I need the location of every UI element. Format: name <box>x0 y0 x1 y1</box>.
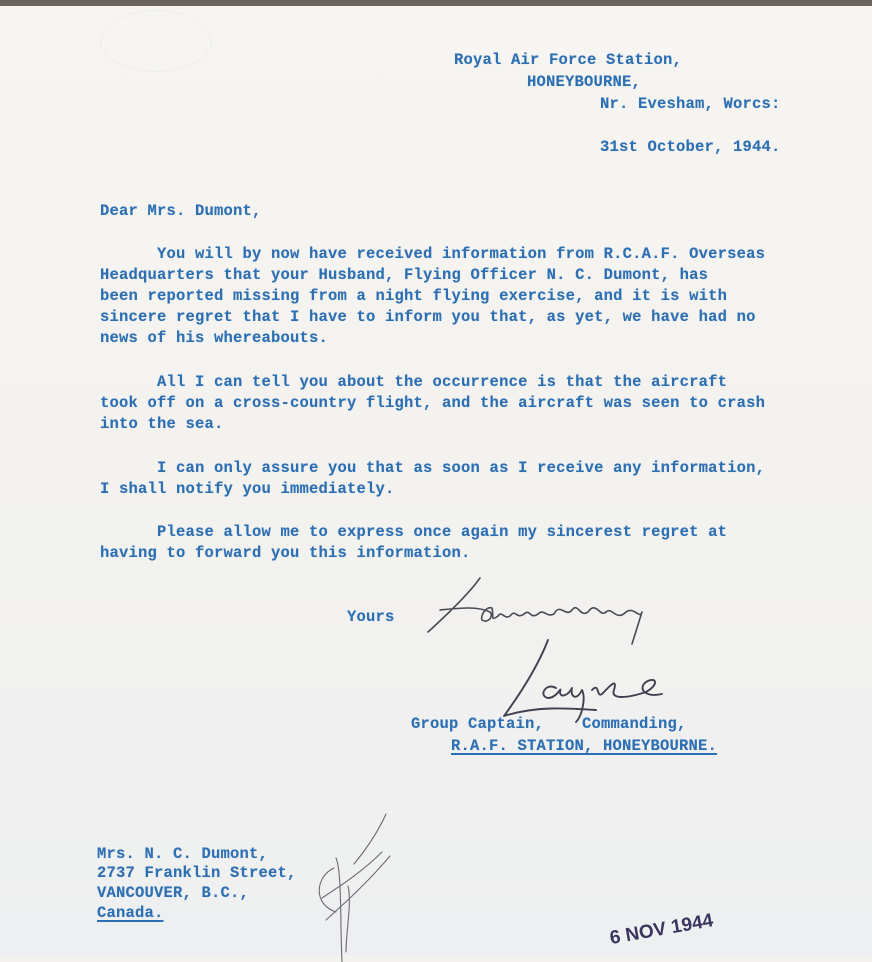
letterhead-line-3: Nr. Evesham, Worcs: <box>600 95 781 113</box>
embossed-seal <box>100 10 212 72</box>
signatory-title: Group Captain, Commanding, <box>411 715 687 733</box>
paragraph-line: I can only assure you that as soon as I receive any information, <box>100 459 766 477</box>
paragraph-line: Headquarters that your Husband, Flying Officer N. C. Dumont, has <box>100 266 709 284</box>
recipient-street: 2737 Franklin Street, <box>97 864 297 882</box>
paragraph-line: news of his whereabouts. <box>100 329 329 347</box>
paragraph-line: been reported missing from a night flying exercise, and it is with <box>100 287 728 305</box>
recipient-city: VANCOUVER, B.C., <box>97 884 250 902</box>
pencil-initials-mark <box>306 812 396 962</box>
signatory-unit: R.A.F. STATION, HONEYBOURNE. <box>451 737 718 755</box>
paragraph-line: having to forward you this information. <box>100 544 471 562</box>
paragraph-line: I shall notify you immediately. <box>100 480 395 498</box>
salutation: Dear Mrs. Dumont, <box>100 202 262 220</box>
paragraph-line: You will by now have received information from R.C.A.F. Overseas <box>100 245 766 263</box>
handwritten-sincerely <box>420 572 660 642</box>
letterhead-line-2: HONEYBOURNE, <box>527 73 642 91</box>
paragraph-line: sincere regret that I have to inform you that, as yet, we have had no <box>100 308 756 326</box>
paragraph-line: All I can tell you about the occurrence is that the aircraft <box>100 373 728 391</box>
letter-date: 31st October, 1944. <box>600 138 781 156</box>
recipient-country: Canada. <box>97 904 164 922</box>
signature-laye <box>496 636 676 726</box>
received-date-stamp: 6 NOV 1944 <box>608 910 715 950</box>
paragraph-line: Please allow me to express once again my sincerest regret at <box>100 523 728 541</box>
letterhead-line-1: Royal Air Force Station, <box>454 51 683 69</box>
recipient-name: Mrs. N. C. Dumont, <box>97 845 269 863</box>
paragraph-line: took off on a cross-country flight, and the aircraft was seen to crash <box>100 394 766 412</box>
letter-page <box>0 6 872 956</box>
closing-typed: Yours <box>347 608 395 626</box>
paragraph-line: into the sea. <box>100 415 224 433</box>
